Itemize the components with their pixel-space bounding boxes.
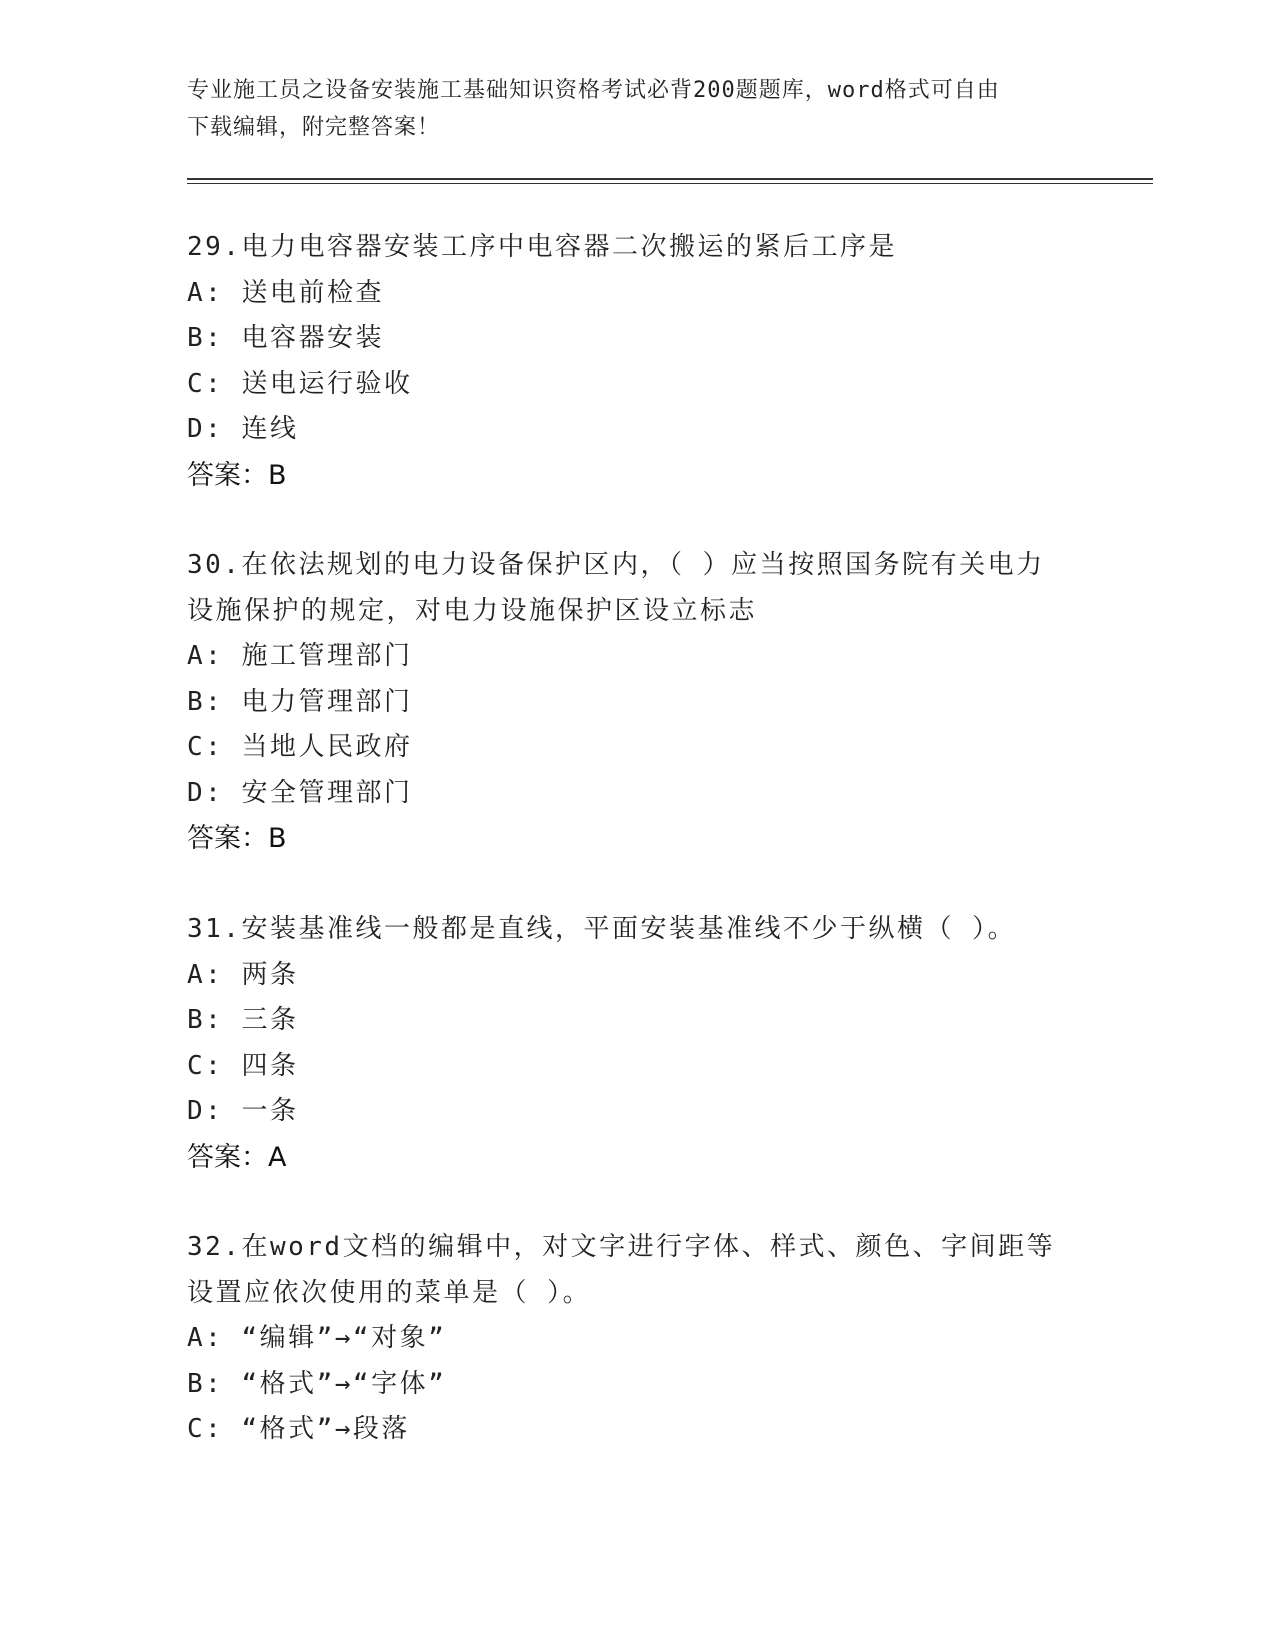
question-stem-continued: 设置应依次使用的菜单是（ ）。 [187,1277,592,1308]
option-a: A: 两条 [187,959,299,990]
question-30 [187,543,1087,862]
option-a: A: “编辑”→“对象” [187,1323,447,1353]
option-b: B: 电容器安装 [187,323,384,353]
answer-label: 答案：B [187,823,287,854]
question-29 [187,225,1087,498]
option-a: A: 施工管理部门 [187,641,413,671]
question-stem: 32.在word文档的编辑中，对文字进行字体、样式、颜色、字间距等 [187,1232,1056,1262]
header-divider [187,178,1153,180]
question-32 [187,1225,1087,1453]
option-c: C: “格式”→段落 [187,1414,410,1444]
option-c: C: 当地人民政府 [187,732,413,762]
question-stem-continued: 设施保护的规定，对电力设施保护区设立标志 [187,595,758,626]
option-b: B: 电力管理部门 [187,686,413,717]
answer-label: 答案：B [187,459,287,491]
question-stem: 29.电力电容器安装工序中电容器二次搬运的紧后工序是 [187,232,897,262]
option-c: C: 四条 [187,1050,299,1081]
header-divider-thin [187,183,1153,184]
option-b: B: 三条 [187,1005,299,1035]
option-d: D: 一条 [187,1096,299,1126]
option-a: A: 送电前检查 [187,277,384,308]
document-header [187,72,1087,146]
header-line-1: 专业施工员之设备安装施工基础知识资格考试必背200题题库，word格式可自由 [187,78,1000,103]
option-d: D: 安全管理部门 [187,777,413,808]
option-d: D: 连线 [187,414,299,444]
question-stem: 31.安装基准线一般都是直线，平面安装基准线不少于纵横（ ）。 [187,914,1017,944]
header-line-2: 下载编辑，附完整答案！ [187,115,441,140]
question-31 [187,907,1087,1180]
question-stem: 30.在依法规划的电力设备保护区内，（ ）应当按照国务院有关电力 [187,550,1045,580]
option-b: B: “格式”→“字体” [187,1368,447,1399]
answer-label: 答案：A [187,1141,287,1173]
option-c: C: 送电运行验收 [187,368,413,399]
